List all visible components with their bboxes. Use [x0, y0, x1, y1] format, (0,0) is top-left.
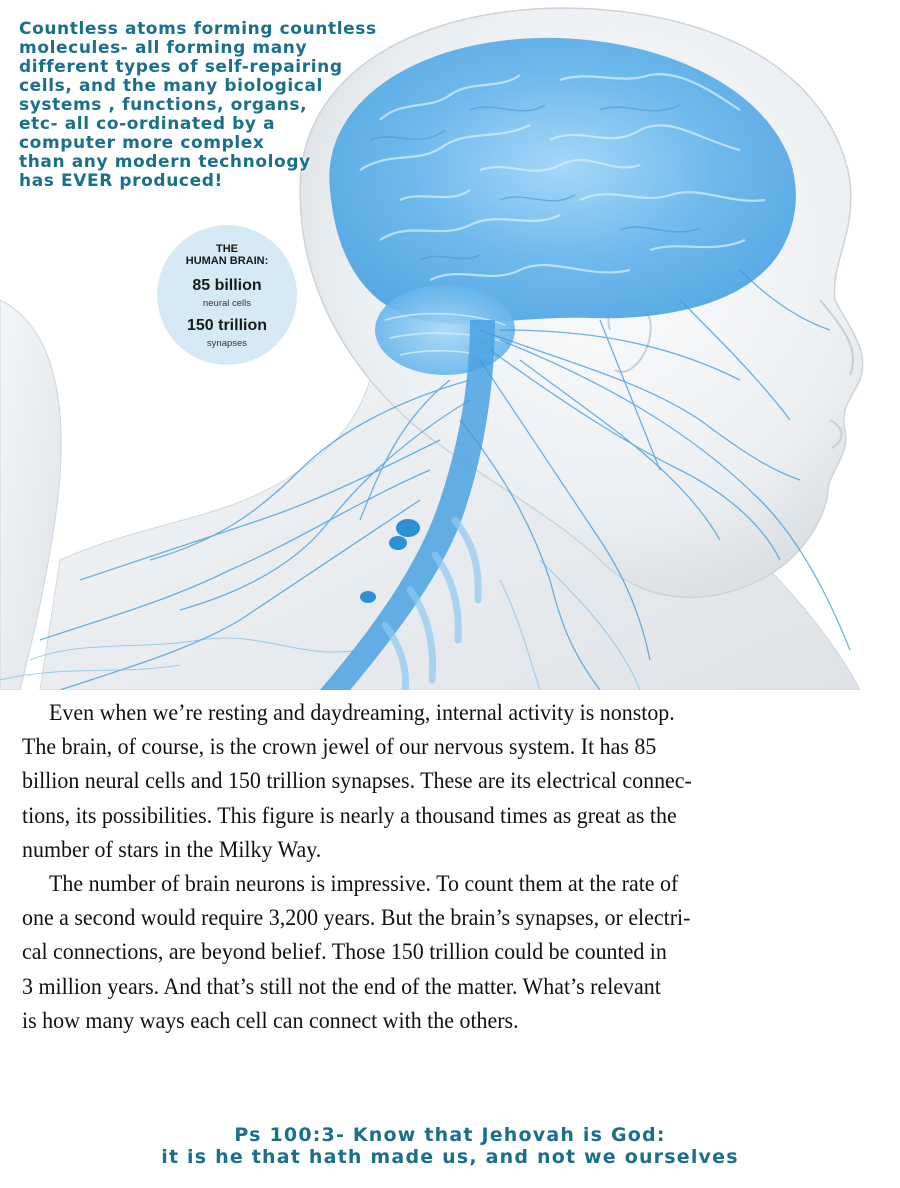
- verse-line1: Ps 100:3- Know that Jehovah is God:: [234, 1124, 666, 1146]
- caption-line: systems , functions, organs,: [19, 95, 308, 115]
- stats-heading: [157, 243, 297, 267]
- paragraph-2: [22, 867, 822, 1038]
- text-line: 3 million years. And that’s still not the end of the matter. What’s relevant: [22, 973, 661, 1000]
- scripture-verse: [0, 1124, 900, 1168]
- caption-line: molecules- all forming many: [19, 38, 308, 58]
- text-line: cal connections, are beyond belief. Those 150 trillion could be counted in: [22, 939, 667, 966]
- paragraph-1: [22, 696, 822, 867]
- stats-heading-line2: HUMAN BRAIN:: [185, 255, 269, 267]
- text-line: tions, its possibilities. This figure is nearly a thousand times as great as the: [22, 802, 677, 829]
- caption-line: has EVER produced!: [19, 171, 223, 191]
- text-line: Even when we’re resting and daydreaming, internal activity is nonstop.: [48, 700, 675, 726]
- neurons-value: 85 billion: [192, 277, 262, 294]
- caption-line: etc- all co-ordinated by a: [19, 114, 276, 134]
- neurons-label: neural cells: [202, 298, 252, 309]
- text-line: one a second would require 3,200 years. But the brain’s synapses, or electri-: [22, 905, 691, 932]
- verse-line2: it is he that hath made us, and not we ourselves: [161, 1146, 739, 1168]
- brain-stats-callout: [157, 225, 297, 365]
- caption-line: Countless atoms forming countless: [19, 19, 377, 39]
- stats-heading-line1: THE: [216, 243, 238, 255]
- caption-line: cells, and the many biological: [19, 76, 323, 96]
- text-line: The brain, of course, is the crown jewel of our nervous system. It has 85: [22, 734, 657, 761]
- synapses-label: synapses: [206, 338, 248, 349]
- overlay-caption: [19, 20, 489, 191]
- synapses-value: 150 trillion: [186, 317, 268, 334]
- text-line: billion neural cells and 150 trillion synapses. These are its electrical connec-: [22, 768, 692, 795]
- text-line: The number of brain neurons is impressive. To count them at the rate of: [48, 871, 679, 898]
- text-line: is how many ways each cell can connect with the others.: [22, 1007, 519, 1034]
- text-line: number of stars in the Milky Way.: [22, 836, 322, 863]
- article-body: [22, 696, 822, 1038]
- caption-line: computer more complex: [19, 133, 265, 153]
- caption-line: than any modern technology: [19, 152, 311, 172]
- caption-line: different types of self-repairing: [19, 57, 343, 77]
